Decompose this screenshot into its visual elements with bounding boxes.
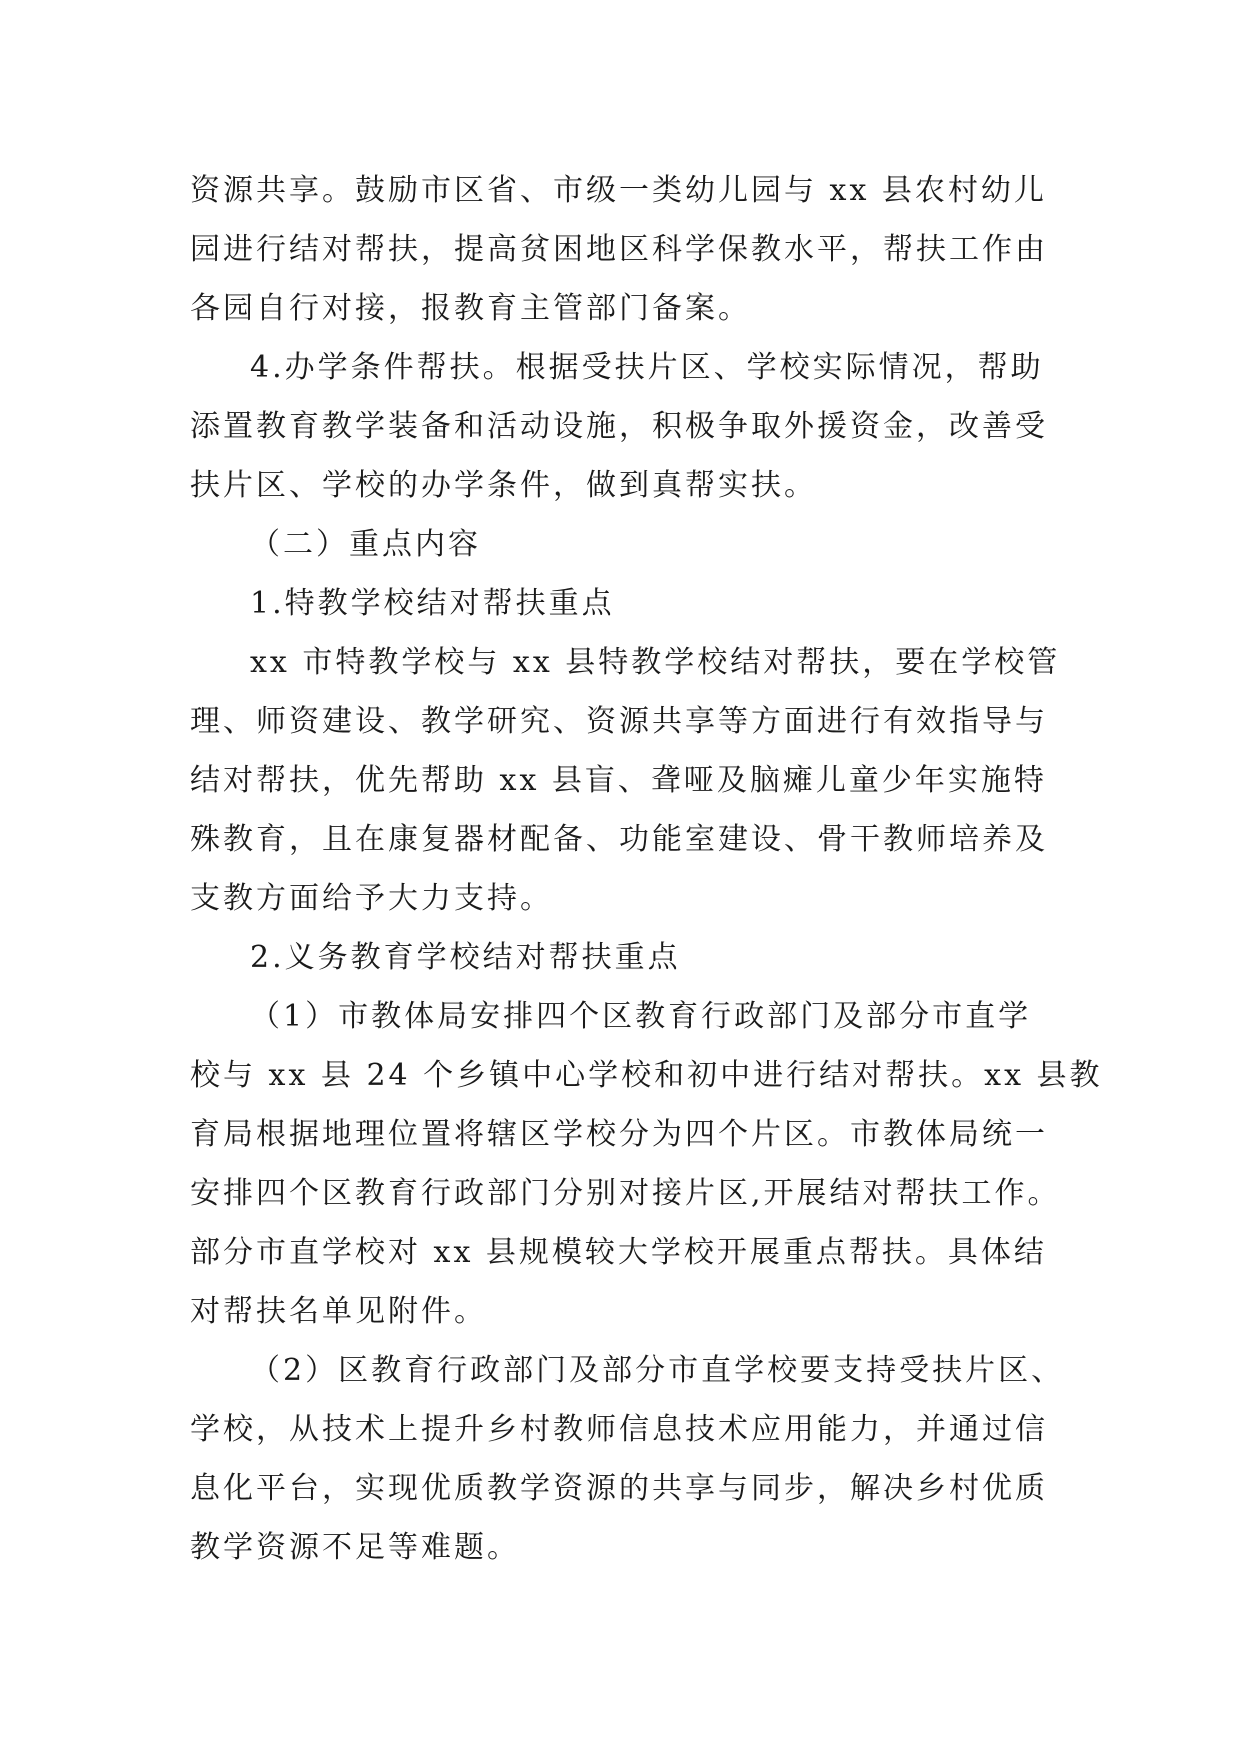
text-line-24: 教学资源不足等难题。 — [190, 1530, 520, 1565]
section-heading: （二）重点内容 — [250, 527, 481, 562]
text-line-21: （2）区教育行政部门及部分市直学校要支持受扶片区、 — [250, 1353, 1065, 1388]
text-line-5: 添置教育教学装备和活动设施，积极争取外援资金，改善受 — [190, 409, 1048, 444]
text-line-18: 安排四个区教育行政部门分别对接片区,开展结对帮扶工作。 — [190, 1176, 1061, 1211]
text-line-10: 理、师资建设、教学研究、资源共享等方面进行有效指导与 — [190, 704, 1048, 739]
text-line-2: 园进行结对帮扶，提高贫困地区科学保教水平，帮扶工作由 — [190, 232, 1048, 267]
text-line-11: 结对帮扶，优先帮助 xx 县盲、聋哑及脑瘫儿童少年实施特 — [190, 763, 1047, 798]
text-line-22: 学校，从技术上提升乡村教师信息技术应用能力，并通过信 — [190, 1412, 1048, 1447]
text-line-9: xx 市特教学校与 xx 县特教学校结对帮扶，要在学校管 — [250, 645, 1061, 680]
text-line-3: 各园自行对接，报教育主管部门备案。 — [190, 291, 751, 326]
text-line-13: 支教方面给予大力支持。 — [190, 881, 553, 916]
text-line-1: 资源共享。鼓励市区省、市级一类幼儿园与 xx 县农村幼儿 — [190, 173, 1047, 208]
text-line-20: 对帮扶名单见附件。 — [190, 1294, 487, 1329]
text-line-12: 殊教育，且在康复器材配备、功能室建设、骨干教师培养及 — [190, 822, 1048, 857]
text-line-6: 扶片区、学校的办学条件，做到真帮实扶。 — [190, 468, 817, 503]
text-line-19: 部分市直学校对 xx 县规模较大学校开展重点帮扶。具体结 — [190, 1235, 1047, 1270]
subheading-1: 1.特教学校结对帮扶重点 — [250, 586, 615, 621]
text-line-15: （1）市教体局安排四个区教育行政部门及部分市直学 — [250, 999, 1032, 1034]
text-line-16: 校与 xx 县 24 个乡镇中心学校和初中进行结对帮扶。xx 县教 — [190, 1058, 1103, 1093]
text-line-17: 育局根据地理位置将辖区学校分为四个片区。市教体局统一 — [190, 1117, 1048, 1152]
text-line-23: 息化平台，实现优质教学资源的共享与同步，解决乡村优质 — [190, 1471, 1048, 1506]
text-line-4: 4.办学条件帮扶。根据受扶片区、学校实际情况，帮助 — [250, 350, 1044, 385]
subheading-2: 2.义务教育学校结对帮扶重点 — [250, 940, 681, 975]
